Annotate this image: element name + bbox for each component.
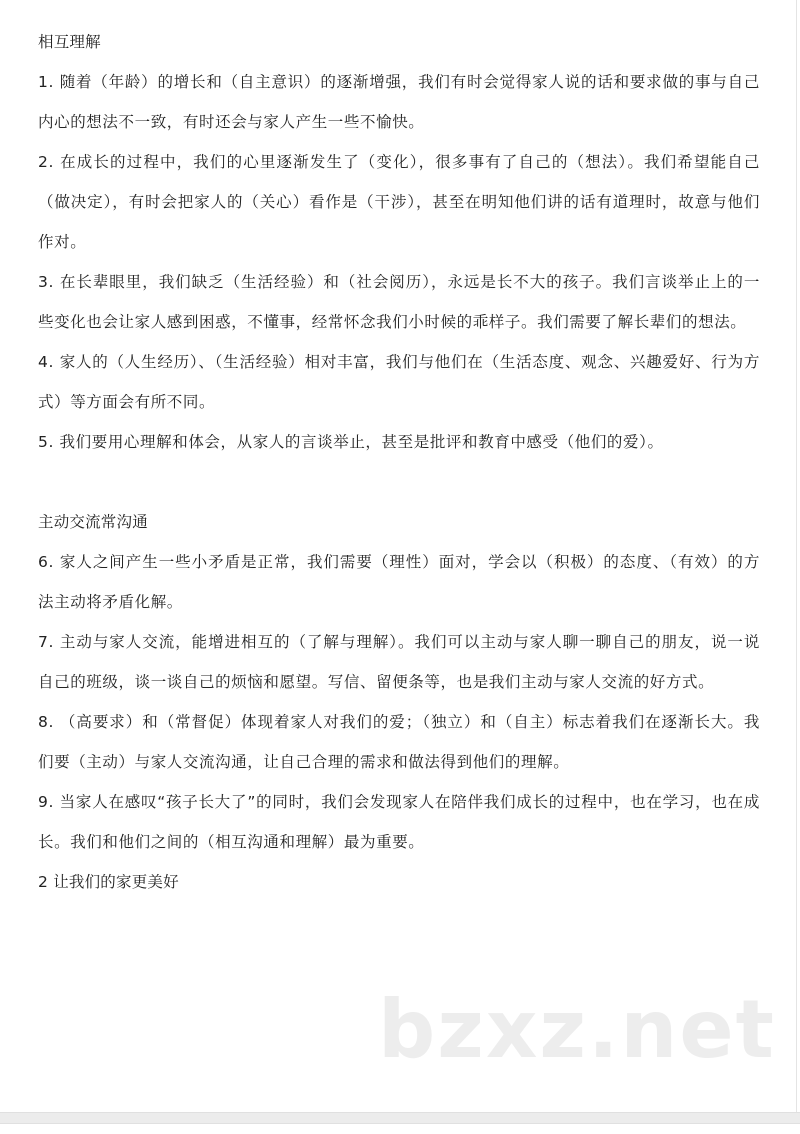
paragraph-5: 5. 我们要用心理解和体会，从家人的言谈举止，甚至是批评和教育中感受（他们的爱）。 [38,433,664,451]
paragraph-2: 2. 在成长的过程中，我们的心里逐渐发生了（变化），很多事有了自己的（想法）。我们希望能自己（做决定），有时会把家人的（关心）看作是（干涉），甚至在明知他们讲的话有道理时，故意与他们作对。 [38,153,760,251]
document-content [38,22,760,902]
paragraph-7: 7. 主动与家人交流，能增进相互的（了解与理解）。我们可以主动与家人聊一聊自己的朋友，说一说自己的班级，谈一谈自己的烦恼和愿望。写信、留便条等，也是我们主动与家人交流的好方式。 [38,633,760,691]
next-section-heading: 2 让我们的家更美好 [38,873,179,891]
section-heading-communication: 主动交流常沟通 [38,513,148,531]
section-heading-mutual-understanding: 相互理解 [38,33,101,51]
paragraph-4: 4. 家人的（人生经历）、（生活经验）相对丰富，我们与他们在（生活态度、观念、兴趣爱好、行为方式）等方面会有所不同。 [38,353,760,411]
page-separator [0,1112,800,1124]
paragraph-8: 8. （高要求）和（常督促）体现着家人对我们的爱；（独立）和（自主）标志着我们在逐渐长大。我们要（主动）与家人交流沟通，让自己合理的需求和做法得到他们的理解。 [38,713,760,771]
paragraph-1: 1. 随着（年龄）的增长和（自主意识）的逐渐增强，我们有时会觉得家人说的话和要求做的事与自己内心的想法不一致，有时还会与家人产生一些不愉快。 [38,73,760,131]
paragraph-9: 9. 当家人在感叹“孩子长大了”的同时，我们会发现家人在陪伴我们成长的过程中，也在学习，也在成长。我们和他们之间的（相互沟通和理解）最为重要。 [38,793,760,851]
paragraph-3: 3. 在长辈眼里，我们缺乏（生活经验）和（社会阅历），永远是长不大的孩子。我们言谈举止上的一些变化也会让家人感到困惑，不懂事，经常怀念我们小时候的乖样子。我们需要了解长辈们的想法。 [38,273,760,331]
section-spacer [38,462,760,502]
watermark: bzxz.net [378,983,776,1076]
paragraph-6: 6. 家人之间产生一些小矛盾是正常，我们需要（理性）面对，学会以（积极）的态度、（有效）的方法主动将矛盾化解。 [38,553,760,611]
